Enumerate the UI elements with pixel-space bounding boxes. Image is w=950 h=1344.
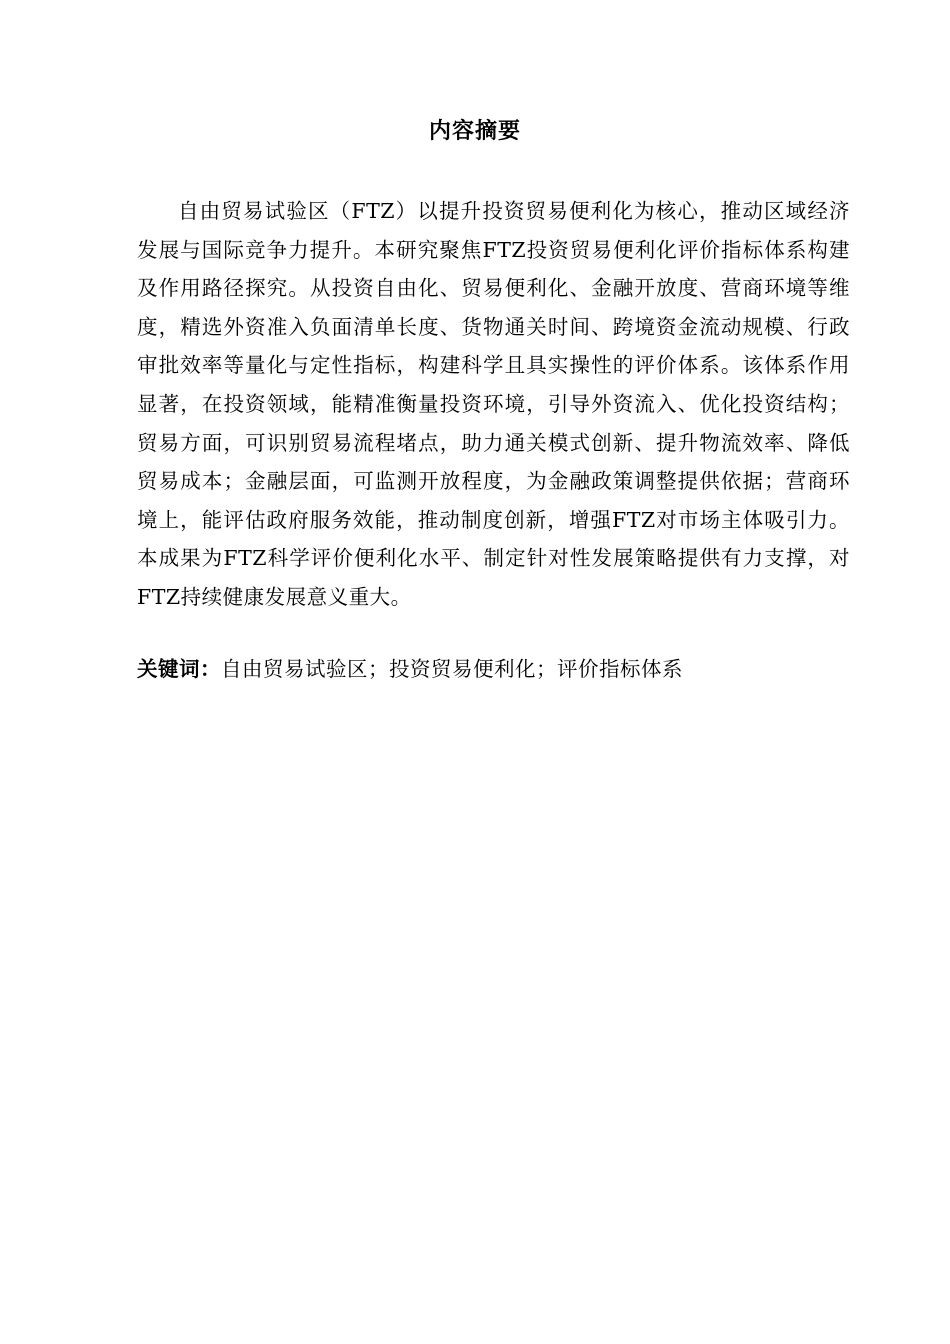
keywords-label: 关键词： xyxy=(137,657,221,681)
page-title: 内容摘要 xyxy=(428,119,521,144)
keywords-line xyxy=(137,650,850,688)
abstract-paragraph: 自由贸易试验区（FTZ）以提升投资贸易便利化为核心，推动区域经济发展与国际竞争力提升。本研究聚焦FTZ投资贸易便利化评价指标体系构建及作用路径探究。从投资自由化、贸易便利化、金融开放度、营商环境等维度，精选外资准入负面清单长度、货物通关时间、跨境资金流动规模、行政审批效率等量化与定性指标，构建科学且具实操性的评价体系。该体系作用显著，在投资领域，能精准衡量投资环境，引导外资流入、优化投资结构；贸易方面，可识别贸易流程堵点，助力通关模式创新、提升物流效率、降低贸易成本；金融层面，可监测开放程度，为金融政策调整提供依据；营商环境上，能评估政府服务效能，推动制度创新，增强FTZ对市场主体吸引力。本成果为FTZ科学评价便利化水平、制定针对性发展策略提供有力支撑，对FTZ持续健康发展意义重大。 xyxy=(137,199,850,609)
keywords-text: 自由贸易试验区；投资贸易便利化；评价指标体系 xyxy=(221,657,683,681)
